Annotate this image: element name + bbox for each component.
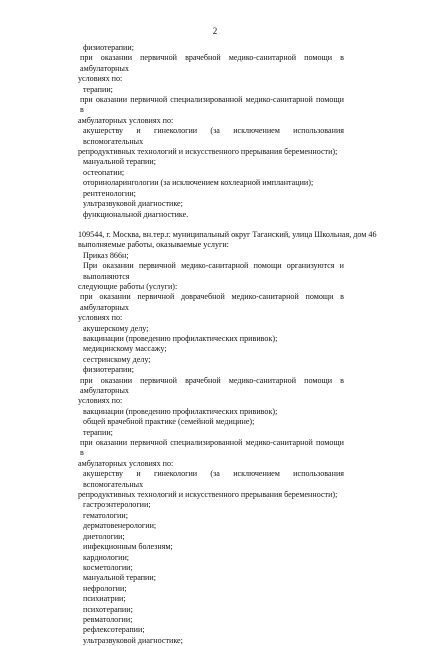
text-line: психиатрии; (83, 594, 126, 604)
text-line: рефлексотерапии; (83, 625, 145, 635)
text-line: репродуктивных технологий и искусственного прерывания беременности); (78, 147, 338, 157)
page-number: 2 (212, 26, 218, 36)
text-line: вакцинации (проведению профилактических прививок); (83, 333, 278, 343)
text-line: акушерскому делу; (83, 323, 149, 333)
text-line: сестринскому делу; (83, 354, 151, 364)
text-line: амбулаторных условиях по: (78, 115, 174, 125)
text-line: физиотерапии; (83, 43, 134, 52)
text-line: при оказании первичной врачебной медико-санитарной помощи в амбулаторных (80, 375, 344, 395)
text-line: диетологии; (83, 531, 125, 541)
text-line: мануальной терапии; (83, 573, 156, 583)
text-line: ревматологии; (83, 614, 133, 624)
text-line: ультразвуковой диагностике; (83, 199, 183, 209)
text-line: кардиологии; (83, 552, 130, 562)
text-line: акушерству и гинекологии (за исключением использования вспомогательных (83, 126, 344, 146)
text-line: физиотерапии; (83, 365, 134, 375)
text-line: репродуктивных технологий и искусственного прерывания беременности); (78, 490, 338, 500)
text-line: общей врачебной практике (семейной медицине); (83, 417, 255, 427)
text-line: при оказании первичной специализированной медико-санитарной помощи в (80, 95, 344, 115)
text-line: при оказании первичной доврачебной медико-санитарной помощи в амбулаторных (80, 292, 344, 312)
text-line: ультразвуковой диагностике; (83, 635, 183, 645)
text-line: оториноларингологии (за исключением кохлеарной имплантации); (83, 178, 314, 188)
text-line: терапии; (83, 84, 113, 94)
text-line: при оказании первичной врачебной медико-санитарной помощи в амбулаторных (80, 53, 344, 73)
text-line: 109544, г. Москва, вн.тер.г. муниципальный округ Таганский, улица Школьная, дом 46 (78, 229, 377, 239)
document-body (78, 43, 377, 646)
text-line: инфекционным болезням; (83, 542, 173, 552)
text-line: условиях по: (78, 74, 123, 84)
text-line: условиях по: (78, 396, 123, 406)
text-line: выполняемые работы, оказываемые услуги: (78, 240, 229, 250)
text-line: вакцинации (проведению профилактических прививок); (83, 406, 278, 416)
text-line: рентгенологии; (83, 188, 136, 198)
text-line: При оказании первичной медико-санитарной помощи организуются и выполняются (83, 261, 344, 281)
paragraph-gap (78, 220, 344, 230)
text-line: гастроэнтерологии; (83, 500, 151, 510)
text-line: амбулаторных условиях по: (78, 458, 174, 468)
text-line: следующие работы (услуги): (78, 281, 178, 291)
text-line: косметологии; (83, 562, 133, 572)
text-line: психотерапии; (83, 604, 133, 614)
text-line: Приказ 866н; (83, 250, 129, 260)
text-line: при оказании первичной специализированной медико-санитарной помощи в (80, 438, 344, 458)
text-line: мануальной терапии; (83, 157, 156, 167)
text-line: терапии; (83, 427, 113, 437)
text-line: нефрологии; (83, 583, 127, 593)
text-line: гематологии; (83, 510, 128, 520)
text-line: медицинскому массажу; (83, 344, 167, 354)
text-line: акушерству и гинекологии (за исключением использования вспомогательных (83, 469, 344, 489)
text-line: условиях по: (78, 313, 123, 323)
text-line: остеопатии; (83, 167, 125, 177)
text-line: дерматовенерологии; (83, 521, 157, 531)
text-line: функциональной диагностике. (83, 209, 189, 219)
